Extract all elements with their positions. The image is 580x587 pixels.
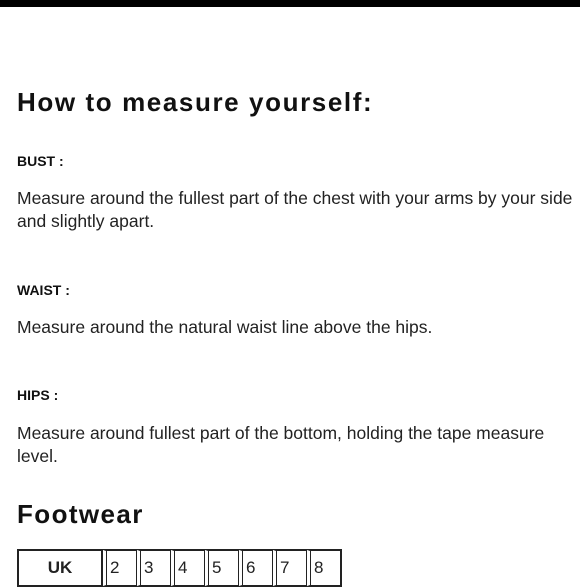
size-cell: 6 (239, 550, 273, 586)
bust-instructions: Measure around the fullest part of the chest with your arms by your side and slightly apart. (17, 188, 573, 231)
size-cell: 7 (273, 550, 307, 586)
size-cell: 5 (205, 550, 239, 586)
size-cell: 2 (103, 550, 137, 586)
bust-label: BUST : (17, 153, 64, 169)
size-cell: 8 (307, 550, 341, 586)
hips-label: HIPS : (17, 387, 59, 403)
table-row (18, 550, 341, 586)
footwear-size-table (17, 549, 342, 587)
size-guide-content (17, 84, 573, 577)
measure-guide-title: How to measure yourself: (17, 87, 374, 117)
size-cell: 3 (137, 550, 171, 586)
size-cell: 4 (171, 550, 205, 586)
hips-instructions: Measure around fullest part of the bottom, holding the tape measure level. (17, 423, 545, 466)
top-bar (0, 0, 580, 7)
footwear-title: Footwear (17, 499, 144, 529)
waist-instructions: Measure around the natural waist line above the hips. (17, 317, 433, 337)
uk-row-header: UK (18, 550, 103, 586)
waist-label: WAIST : (17, 282, 70, 298)
